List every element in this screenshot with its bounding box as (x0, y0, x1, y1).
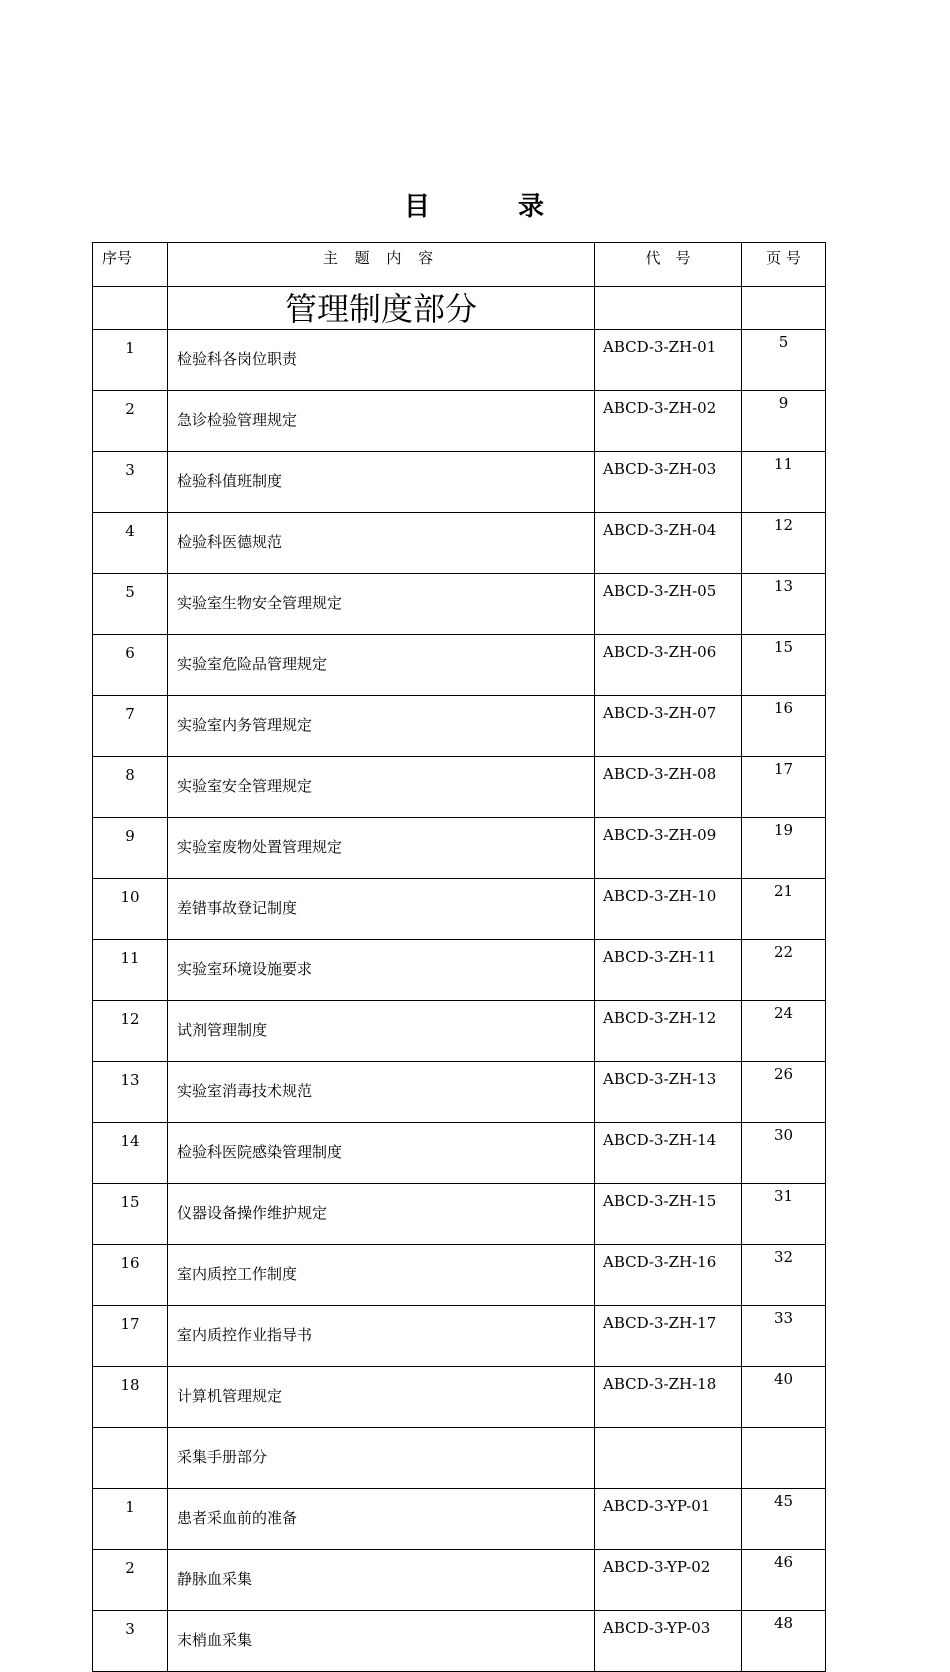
row-seq: 6 (93, 635, 168, 696)
row-topic: 实验室生物安全管理规定 (168, 574, 595, 635)
table-row (93, 1123, 826, 1184)
row-code: ABCD-3-ZH-16 (595, 1245, 742, 1306)
row-page: 19 (742, 818, 826, 879)
row-topic: 末梢血采集 (168, 1611, 595, 1672)
row-code: ABCD-3-YP-01 (595, 1489, 742, 1550)
row-code: ABCD-3-ZH-15 (595, 1184, 742, 1245)
row-topic: 实验室环境设施要求 (168, 940, 595, 1001)
row-seq: 2 (93, 391, 168, 452)
row-topic: 患者采血前的准备 (168, 1489, 595, 1550)
table-row (93, 818, 826, 879)
table-row (93, 1184, 826, 1245)
row-page: 5 (742, 330, 826, 391)
table-row (93, 513, 826, 574)
row-topic: 实验室危险品管理规定 (168, 635, 595, 696)
table-row (93, 1245, 826, 1306)
table-row (93, 696, 826, 757)
header-code: 代 号 (595, 243, 742, 287)
row-page: 17 (742, 757, 826, 818)
row-page: 15 (742, 635, 826, 696)
row-seq: 8 (93, 757, 168, 818)
row-seq: 14 (93, 1123, 168, 1184)
row-seq: 4 (93, 513, 168, 574)
row-page: 16 (742, 696, 826, 757)
section-empty-seq (93, 287, 168, 330)
table-row (93, 1062, 826, 1123)
row-code: ABCD-3-ZH-17 (595, 1306, 742, 1367)
row-topic: 实验室内务管理规定 (168, 696, 595, 757)
row-page: 9 (742, 391, 826, 452)
row-topic: 检验科医德规范 (168, 513, 595, 574)
row-seq: 3 (93, 1611, 168, 1672)
section-title-management: 管理制度部分 (168, 287, 595, 330)
row-page: 11 (742, 452, 826, 513)
row-seq: 17 (93, 1306, 168, 1367)
row-topic: 仪器设备操作维护规定 (168, 1184, 595, 1245)
section-empty-seq (93, 1428, 168, 1489)
row-topic: 实验室消毒技术规范 (168, 1062, 595, 1123)
row-page: 12 (742, 513, 826, 574)
row-seq: 5 (93, 574, 168, 635)
row-page: 24 (742, 1001, 826, 1062)
table-row (93, 1306, 826, 1367)
row-seq: 16 (93, 1245, 168, 1306)
row-page: 13 (742, 574, 826, 635)
row-code: ABCD-3-ZH-13 (595, 1062, 742, 1123)
row-seq: 11 (93, 940, 168, 1001)
section-empty-page (742, 287, 826, 330)
row-code: ABCD-3-ZH-12 (595, 1001, 742, 1062)
section-empty-code (595, 287, 742, 330)
table-row (93, 1001, 826, 1062)
table-row (93, 1489, 826, 1550)
row-seq: 10 (93, 879, 168, 940)
table-row (93, 879, 826, 940)
row-code: ABCD-3-ZH-02 (595, 391, 742, 452)
row-topic: 计算机管理规定 (168, 1367, 595, 1428)
row-code: ABCD-3-YP-03 (595, 1611, 742, 1672)
row-code: ABCD-3-ZH-07 (595, 696, 742, 757)
row-topic: 室内质控工作制度 (168, 1245, 595, 1306)
row-code: ABCD-3-ZH-01 (595, 330, 742, 391)
row-page: 30 (742, 1123, 826, 1184)
row-seq: 15 (93, 1184, 168, 1245)
table-row (93, 391, 826, 452)
row-page: 22 (742, 940, 826, 1001)
table-row (93, 330, 826, 391)
section-title-collection: 采集手册部分 (168, 1428, 595, 1489)
toc-body (93, 287, 826, 1672)
row-seq: 9 (93, 818, 168, 879)
row-page: 46 (742, 1550, 826, 1611)
row-seq: 7 (93, 696, 168, 757)
row-page: 26 (742, 1062, 826, 1123)
row-topic: 急诊检验管理规定 (168, 391, 595, 452)
row-topic: 检验科值班制度 (168, 452, 595, 513)
row-seq: 1 (93, 1489, 168, 1550)
toc-table (92, 242, 826, 1672)
row-code: ABCD-3-ZH-08 (595, 757, 742, 818)
row-topic: 室内质控作业指导书 (168, 1306, 595, 1367)
toc-header-row (93, 243, 826, 287)
row-code: ABCD-3-YP-02 (595, 1550, 742, 1611)
row-code: ABCD-3-ZH-11 (595, 940, 742, 1001)
page-title (0, 186, 950, 223)
row-code: ABCD-3-ZH-09 (595, 818, 742, 879)
header-seq: 序号 (93, 243, 168, 287)
row-code: ABCD-3-ZH-04 (595, 513, 742, 574)
row-page: 48 (742, 1611, 826, 1672)
table-row (93, 574, 826, 635)
row-topic: 试剂管理制度 (168, 1001, 595, 1062)
row-topic: 检验科医院感染管理制度 (168, 1123, 595, 1184)
row-code: ABCD-3-ZH-18 (595, 1367, 742, 1428)
page-title-right: 录 (518, 192, 547, 222)
row-topic: 实验室安全管理规定 (168, 757, 595, 818)
row-page: 40 (742, 1367, 826, 1428)
row-seq: 1 (93, 330, 168, 391)
section-row (93, 287, 826, 330)
row-page: 45 (742, 1489, 826, 1550)
row-seq: 12 (93, 1001, 168, 1062)
table-row (93, 940, 826, 1001)
row-page: 33 (742, 1306, 826, 1367)
section-empty-page (742, 1428, 826, 1489)
row-page: 21 (742, 879, 826, 940)
row-seq: 18 (93, 1367, 168, 1428)
row-topic: 检验科各岗位职责 (168, 330, 595, 391)
header-page: 页 号 (742, 243, 826, 287)
row-code: ABCD-3-ZH-10 (595, 879, 742, 940)
table-row (93, 1367, 826, 1428)
row-code: ABCD-3-ZH-06 (595, 635, 742, 696)
row-seq: 3 (93, 452, 168, 513)
row-code: ABCD-3-ZH-05 (595, 574, 742, 635)
table-row (93, 1611, 826, 1672)
row-page: 31 (742, 1184, 826, 1245)
table-row (93, 635, 826, 696)
row-topic: 静脉血采集 (168, 1550, 595, 1611)
table-row (93, 757, 826, 818)
row-seq: 2 (93, 1550, 168, 1611)
table-row (93, 452, 826, 513)
section-empty-code (595, 1428, 742, 1489)
row-page: 32 (742, 1245, 826, 1306)
section-row (93, 1428, 826, 1489)
row-code: ABCD-3-ZH-14 (595, 1123, 742, 1184)
row-topic: 差错事故登记制度 (168, 879, 595, 940)
row-seq: 13 (93, 1062, 168, 1123)
page-title-left: 目 (403, 192, 432, 222)
row-code: ABCD-3-ZH-03 (595, 452, 742, 513)
table-row (93, 1550, 826, 1611)
header-topic: 主 题 内 容 (168, 243, 595, 287)
row-topic: 实验室废物处置管理规定 (168, 818, 595, 879)
